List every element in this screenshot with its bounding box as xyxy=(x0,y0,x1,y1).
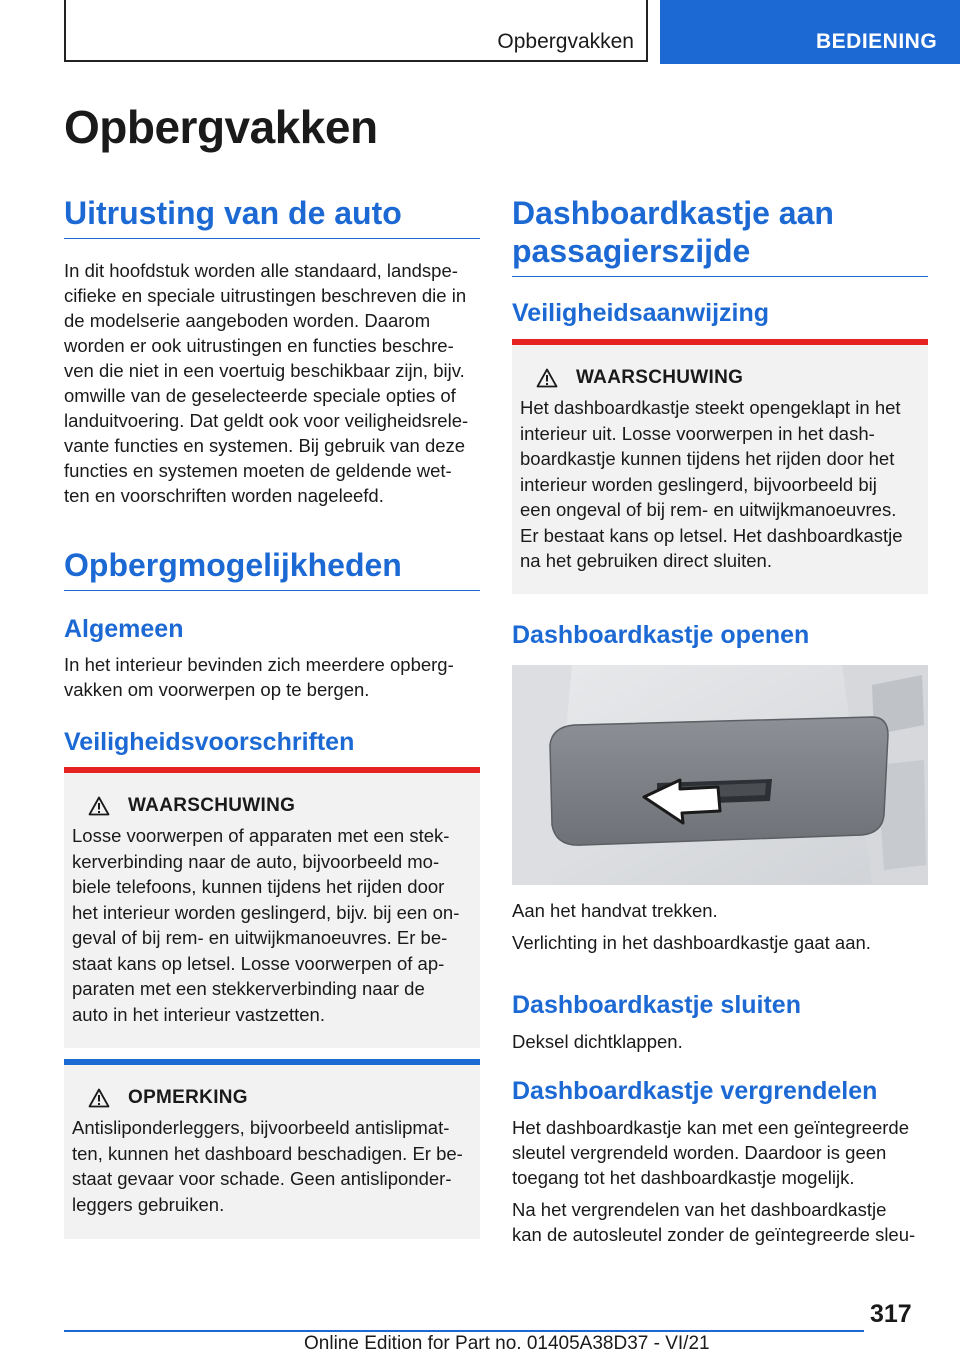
heading-close-glovebox: Dashboardkastje sluiten xyxy=(512,991,801,1019)
paragraph-lock-1: Het dashboardkastje kan met een geïntegreerde sleutel vergrendeld worden. Daardoor is geen toegang tot het dashboardkastje mogelijk. xyxy=(512,1117,909,1188)
page-title: Opbergvakken xyxy=(64,101,378,153)
heading-equipment: Uitrusting van de auto xyxy=(64,194,480,239)
paragraph-close: Deksel dichtklappen. xyxy=(512,1031,683,1052)
footer-divider xyxy=(64,1330,864,1332)
header-chapter-tab[interactable] xyxy=(660,0,960,64)
warning-header xyxy=(88,795,472,817)
heading-glovebox: Dashboardkastje aan passagierszijde xyxy=(512,194,928,277)
heading-general: Algemeen xyxy=(64,615,184,643)
note-title: OPMERKING xyxy=(128,1087,248,1108)
warning-header xyxy=(536,367,920,389)
heading-safety-note: Veiligheidsaanwijzing xyxy=(512,299,770,327)
header-chapter-label: BEDIENING xyxy=(816,30,938,53)
paragraph-open-1: Aan het handvat trekken. xyxy=(512,900,718,921)
paragraph-general: In het interieur bevinden zich meerdere opberg- vakken om voorwerpen op te bergen. xyxy=(64,654,454,700)
paragraph-equipment: In dit hoofdstuk worden alle standaard, landspe- cifieke en speciale uitrustingen beschreven die in de modelserie aangeboden worden. Daarom worden er ook uitrustingen en functies beschre- ven die niet in een voertuig beschikbaar zijn, bijv. omwille van de geselecteerde speciale opties of landuitvoering. Dat geldt ook voor veiligheidsrele- vante functies en systemen. Bij gebruik van deze functies en systemen moeten de geldende wet- ten en voorschriften worden nageleefd. xyxy=(64,260,469,506)
header-section-box xyxy=(64,0,648,62)
note-triangle-icon xyxy=(88,1088,110,1108)
warning-text: Losse voorwerpen of apparaten met een stek- kerverbinding naar de auto, bijvoorbeeld mo- biele telefoons, kunnen tijdens het rijden door het interieur worden geslingerd, bijv. bij een on- geval of bij rem- en uitwijkmanoeuvres. Er be- staat kans op letsel. Losse voorwerpen of ap- paraten met een stekkerverbinding naar de auto in het interieur vastzetten. xyxy=(72,825,460,1025)
paragraph-lock-2: Na het vergrendelen van het dashboardkastje kan de autosleutel zonder de geïntegreerde sleu- xyxy=(512,1199,916,1245)
header-section-title: Opbergvakken xyxy=(497,30,634,53)
warning-triangle-icon xyxy=(536,368,558,388)
heading-lock-glovebox: Dashboardkastje vergrendelen xyxy=(512,1077,878,1105)
footer-edition: Online Edition for Part no. 01405A38D37 - VI/21 xyxy=(304,1333,710,1354)
warning-text: Het dashboardkastje steekt opengeklapt in het interieur uit. Losse voorwerpen in het dash- boardkastje kunnen tijdens het rijden door het interieur worden geslingerd, bijvoorbeeld bij een ongeval of bij rem- en uitwijkmanoeuvres. Er bestaat kans op letsel. Het dashboardkastje na het gebruiken direct sluiten. xyxy=(520,397,903,571)
page-number: 317 xyxy=(870,1300,912,1328)
heading-safety-rules: Veiligheidsvoorschriften xyxy=(64,728,355,756)
warning-box-glovebox xyxy=(512,339,928,594)
warning-title: WAARSCHUWING xyxy=(128,795,296,816)
heading-storage-options: Opbergmogelijkheden xyxy=(64,546,480,591)
glovebox-handle-illustration xyxy=(512,665,928,885)
note-box-antislip xyxy=(64,1059,480,1239)
paragraph-open-2: Verlichting in het dashboardkastje gaat aan. xyxy=(512,932,871,953)
note-text: Antisliponderleggers, bijvoorbeeld antislipmat- ten, kunnen het dashboard beschadigen. Er be- staat gevaar voor schade. Geen antisliponder- leggers gebruiken. xyxy=(72,1117,463,1215)
warning-box-loose-objects xyxy=(64,767,480,1048)
warning-title: WAARSCHUWING xyxy=(576,367,744,388)
heading-open-glovebox: Dashboardkastje openen xyxy=(512,621,810,649)
note-header xyxy=(88,1087,472,1109)
warning-triangle-icon xyxy=(88,796,110,816)
